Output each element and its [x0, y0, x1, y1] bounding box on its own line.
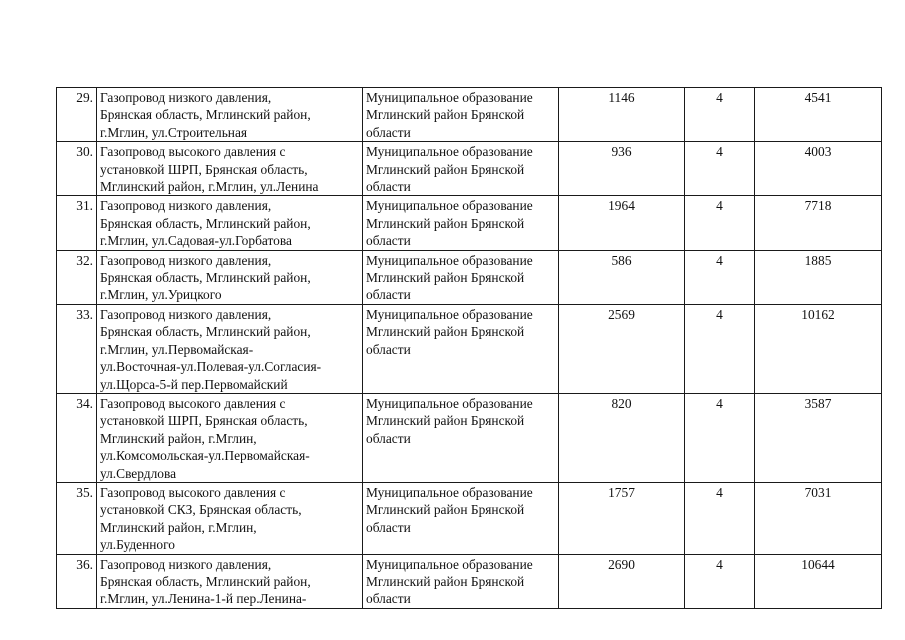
- length-value: 2690: [559, 554, 685, 608]
- owner: Муниципальное образование Мглинский район Брянской области: [363, 304, 559, 393]
- table-row: [57, 393, 882, 482]
- row-number: 35.: [57, 482, 97, 554]
- length-value: 1146: [559, 88, 685, 142]
- length-value: 586: [559, 250, 685, 304]
- length-value: 936: [559, 142, 685, 196]
- table-row: [57, 250, 882, 304]
- cost-value: 1885: [755, 250, 882, 304]
- table-row: [57, 554, 882, 608]
- owner: Муниципальное образование Мглинский район Брянской области: [363, 250, 559, 304]
- object-name: Газопровод высокого давления с установкой СКЗ, Брянская область, Мглинский район, г.Мглин, ул.Буденного: [97, 482, 363, 554]
- table-row: [57, 142, 882, 196]
- cost-value: 4003: [755, 142, 882, 196]
- length-value: 1757: [559, 482, 685, 554]
- class-value: 4: [685, 250, 755, 304]
- class-value: 4: [685, 88, 755, 142]
- owner: Муниципальное образование Мглинский район Брянской области: [363, 196, 559, 250]
- cost-value: 10162: [755, 304, 882, 393]
- owner: Муниципальное образование Мглинский район Брянской области: [363, 88, 559, 142]
- cost-value: 7718: [755, 196, 882, 250]
- object-name: Газопровод низкого давления, Брянская область, Мглинский район, г.Мглин, ул.Садовая-ул.Горбатова: [97, 196, 363, 250]
- object-name: Газопровод низкого давления, Брянская область, Мглинский район, г.Мглин, ул.Первомайская- ул.Восточная-ул.Полевая-ул.Согласия- ул.Щорса-5-й пер.Первомайский: [97, 304, 363, 393]
- length-value: 1964: [559, 196, 685, 250]
- object-name: Газопровод высокого давления с установкой ШРП, Брянская область, Мглинский район, г.Мглин, ул.Ленина: [97, 142, 363, 196]
- class-value: 4: [685, 304, 755, 393]
- owner: Муниципальное образование Мглинский район Брянской области: [363, 554, 559, 608]
- table-row: [57, 482, 882, 554]
- table-row: [57, 88, 882, 142]
- length-value: 2569: [559, 304, 685, 393]
- table-row: [57, 304, 882, 393]
- gas-pipeline-registry-table: [56, 87, 882, 609]
- class-value: 4: [685, 142, 755, 196]
- row-number: 33.: [57, 304, 97, 393]
- class-value: 4: [685, 393, 755, 482]
- class-value: 4: [685, 554, 755, 608]
- owner: Муниципальное образование Мглинский район Брянской области: [363, 142, 559, 196]
- owner: Муниципальное образование Мглинский район Брянской области: [363, 393, 559, 482]
- class-value: 4: [685, 196, 755, 250]
- row-number: 30.: [57, 142, 97, 196]
- object-name: Газопровод высокого давления с установкой ШРП, Брянская область, Мглинский район, г.Мглин, ул.Комсомольская-ул.Первомайская- ул.Свердлова: [97, 393, 363, 482]
- row-number: 34.: [57, 393, 97, 482]
- class-value: 4: [685, 482, 755, 554]
- cost-value: 10644: [755, 554, 882, 608]
- object-name: Газопровод низкого давления, Брянская область, Мглинский район, г.Мглин, ул.Строительная: [97, 88, 363, 142]
- object-name: Газопровод низкого давления, Брянская область, Мглинский район, г.Мглин, ул.Ленина-1-й пер.Ленина-: [97, 554, 363, 608]
- table-row: [57, 196, 882, 250]
- row-number: 31.: [57, 196, 97, 250]
- row-number: 36.: [57, 554, 97, 608]
- row-number: 29.: [57, 88, 97, 142]
- cost-value: 3587: [755, 393, 882, 482]
- length-value: 820: [559, 393, 685, 482]
- cost-value: 4541: [755, 88, 882, 142]
- owner: Муниципальное образование Мглинский район Брянской области: [363, 482, 559, 554]
- cost-value: 7031: [755, 482, 882, 554]
- object-name: Газопровод низкого давления, Брянская область, Мглинский район, г.Мглин, ул.Урицкого: [97, 250, 363, 304]
- row-number: 32.: [57, 250, 97, 304]
